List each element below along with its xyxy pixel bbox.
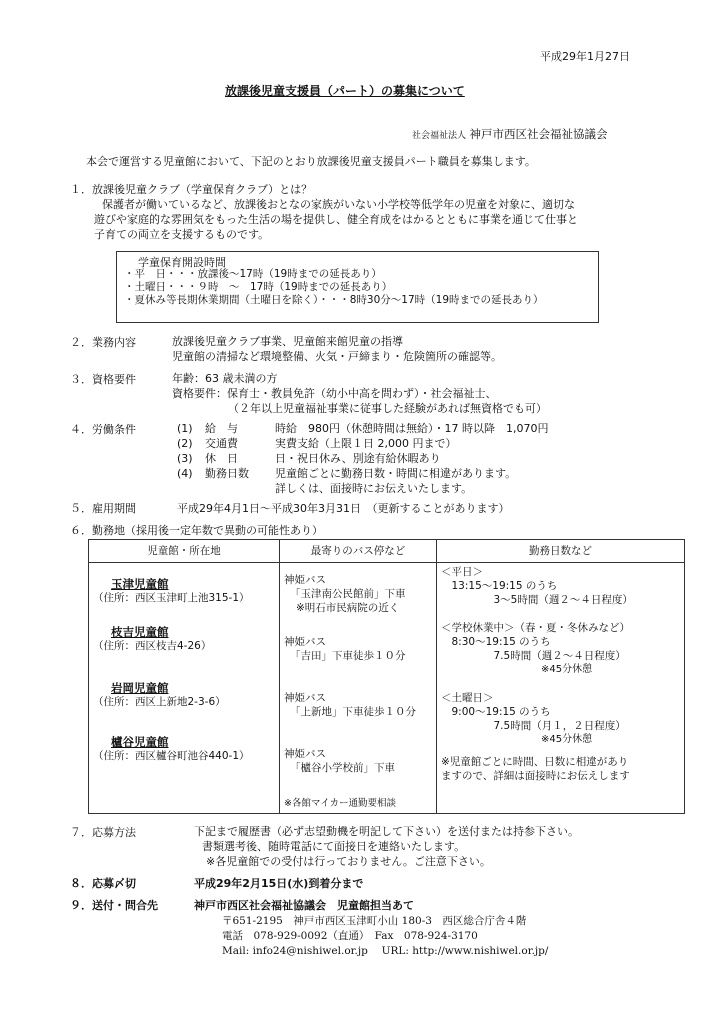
days-line xyxy=(441,607,680,621)
organization xyxy=(412,126,608,142)
header-days: 勤務日数など xyxy=(437,540,685,563)
apply-line: ※各児童館での受付は行っておりません。ご注意下さい。 xyxy=(206,855,491,868)
table-header-row xyxy=(89,540,685,563)
hall-name-tamatsu: 玉津児童館 xyxy=(111,577,169,591)
days-line: 9:00～19:15 のうち xyxy=(441,706,551,718)
section-2-heading: ２．業務内容 xyxy=(70,336,136,349)
hall-address: （住所：西区櫨谷町池谷440-1） xyxy=(93,750,250,762)
section-2-body xyxy=(172,334,502,364)
qualification-requirement: 資格要件：保育士・教員免許（幼小中高を問わず）・社会福祉士、 xyxy=(172,387,497,400)
organization-prefix: 社会福祉法人 xyxy=(412,131,467,141)
bus-stop: 「吉田」下車徒歩１０分 xyxy=(290,650,406,662)
days-line: ますので、詳細は面接時にお伝えします xyxy=(441,770,630,782)
bus-stop: 「櫨谷小学校前」下車 xyxy=(290,762,395,774)
document-date: 平成29年1月27日 xyxy=(540,50,630,63)
hall-name-iwaoka: 岩岡児童館 xyxy=(111,681,169,695)
hall-name-hasetani: 櫨谷児童館 xyxy=(111,735,169,749)
section-7-heading: ７．応募方法 xyxy=(70,826,136,839)
section-3-heading: ３．資格要件 xyxy=(70,373,136,386)
condition-number: (4) xyxy=(177,467,193,480)
condition-text: 日・祝日休み、別途有給休暇あり xyxy=(275,452,441,465)
hall-address: （住所：西区玉津町上池315-1） xyxy=(93,592,250,604)
condition-row xyxy=(177,436,548,451)
duty-line: 児童館の清掃など環境整備、火気・戸締まり・危険箇所の確認等。 xyxy=(172,350,502,363)
bus-stop: 「上新地」下車徒歩１０分 xyxy=(290,706,416,718)
section-4-heading: ４．労働条件 xyxy=(70,423,136,436)
days-line: 7.5時間（月１，２日程度） xyxy=(441,720,626,732)
bus-company: 神姫バス xyxy=(284,748,326,760)
condition-text: 時給 980円（休憩時間は無給）・17 時以降 1,070円 xyxy=(275,422,549,435)
condition-label: 給 与 xyxy=(205,422,238,435)
bus-company: 神姫バス xyxy=(284,636,326,648)
hours-holiday: ・夏休み等長期休業期間（土曜日を除く）・・・8時30分～17時（19時までの延長あり） xyxy=(124,294,544,306)
contact-address: 〒651-2195 神戸市西区玉津町小山 180-3 西区総合庁舎４階 xyxy=(222,915,527,927)
days-line: ＜平日＞ xyxy=(441,566,483,578)
days-line: ※45分休憩 xyxy=(441,734,593,745)
section-1-line: 遊びや家庭的な雰囲気をもった生活の場を提供し、健全育成をはかるとともに事業を通じて仕事と xyxy=(94,213,578,226)
employment-period: 平成29年4月1日～平成30年3月31日 （更新することがあります） xyxy=(177,502,510,515)
header-hall: 児童館・所在地 xyxy=(89,540,280,563)
condition-number: (2) xyxy=(177,437,193,450)
bus-note: ※明石市民病院の近く xyxy=(296,602,400,614)
contact-phone: 電話 078-929-0092（直通） Fax 078-924-3170 xyxy=(222,930,478,942)
section-5-heading: ５．雇用期間 xyxy=(70,502,136,515)
bus-cell xyxy=(280,563,437,814)
intro-text: 本会で運営する児童館において、下記のとおり放課後児童支援員パート職員を募集します。 xyxy=(86,155,536,168)
condition-text: 児童館ごとに勤務日数・時間に相違があります。 xyxy=(275,467,517,480)
apply-line: 書類選考後、随時電話にて面接日を連絡いたします。 xyxy=(202,840,466,853)
section-9-heading: ９．送付・問合先 xyxy=(70,899,158,912)
workplace-table xyxy=(88,539,685,814)
age-requirement: 年齢：63 歳未満の方 xyxy=(172,372,278,385)
bus-stop: 「玉津南公民館前」下車 xyxy=(290,588,406,600)
contact-details xyxy=(222,914,548,959)
days-line: 3～5時間（週２～４日程度） xyxy=(441,594,633,606)
condition-label: 休 日 xyxy=(205,452,238,465)
section-1-line: 保護者が働いているなど、放課後おとなの家族がいない小学校等低学年の児童を対象に、適切な xyxy=(102,198,575,211)
application-deadline: 平成29年2月15日(水)到着分まで xyxy=(194,877,364,890)
header-bus: 最寄りのバス停など xyxy=(280,540,437,563)
section-1-line: 子育ての両立を支援するものです。 xyxy=(94,228,270,241)
section-1-body xyxy=(94,197,578,242)
condition-number: (1) xyxy=(177,422,193,435)
contact-mail: Mail: info24@nishiwel.or.jp URL: http://www.nishiwel.or.jp/ xyxy=(222,945,549,957)
page-title: 放課後児童支援員（パート）の募集について xyxy=(225,84,465,98)
hall-address: （住所：西区上新地2-3-6） xyxy=(93,696,226,708)
condition-row xyxy=(177,451,548,466)
parking-note: ※各館マイカー通勤要相談 xyxy=(284,798,396,809)
organization-name: 神戸市西区社会福祉協議会 xyxy=(469,127,608,141)
duty-line: 放課後児童クラブ事業、児童館来館児童の指導 xyxy=(172,335,403,348)
qualification-note: （２年以上児童福祉事業に従事した経験があれば無資格でも可） xyxy=(228,402,547,415)
hours-box-title: 学童保育開設時間 xyxy=(138,256,226,269)
days-line: ※45分休憩 xyxy=(441,664,593,675)
hours-weekday: ・平 日・・・放課後～17時（19時までの延長あり） xyxy=(124,268,382,280)
condition-text: 実費支給（上限１日 2,000 円まで） xyxy=(275,437,457,450)
section-6-heading: ６．勤務地（採用後一定年数で異動の可能性あり） xyxy=(70,524,323,537)
section-3-body xyxy=(172,371,547,416)
condition-extra: 詳しくは、面接時にお伝えいたします。 xyxy=(275,482,473,495)
condition-number: (3) xyxy=(177,452,193,465)
contact-organization: 神戸市西区社会福祉協議会 児童館担当あて xyxy=(194,899,414,912)
conditions-list xyxy=(177,421,548,496)
hall-cell xyxy=(89,563,280,814)
days-cell xyxy=(437,563,685,814)
hall-name-edayoshi: 枝吉児童館 xyxy=(111,625,169,639)
hours-saturday: ・土曜日・・・９時 ～ 17時（19時までの延長あり） xyxy=(124,281,393,293)
section-7-body xyxy=(194,824,579,869)
section-1-heading: １．放課後児童クラブ（学童保育クラブ）とは？ xyxy=(70,183,313,196)
section-8-heading: ８．応募〆切 xyxy=(70,877,136,890)
days-line: 13:15～19:15 のうち xyxy=(441,580,558,592)
condition-label: 交通費 xyxy=(205,437,238,450)
days-line: 7.5時間（週２～４日程度） xyxy=(441,650,626,662)
hours-list xyxy=(124,268,544,307)
condition-row xyxy=(177,466,548,481)
table-row xyxy=(89,563,685,814)
bus-company: 神姫バス xyxy=(284,692,326,704)
condition-label: 勤務日数 xyxy=(205,467,249,480)
days-line xyxy=(441,747,680,755)
days-line: ＜土曜日＞ xyxy=(441,692,494,704)
days-line: ＜学校休業中＞（春・夏・冬休みなど） xyxy=(441,622,630,634)
days-line: ※児童館ごとに時間、日数に相違があり xyxy=(441,756,629,768)
days-line: 8:30～19:15 のうち xyxy=(441,636,551,648)
apply-line: 下記まで履歴書（必ず志望動機を明記して下さい）を送付または持参下さい。 xyxy=(194,825,579,838)
condition-row xyxy=(177,421,548,436)
hall-address: （住所：西区枝吉4-26） xyxy=(93,640,212,652)
bus-company: 神姫バス xyxy=(284,574,326,586)
days-line xyxy=(441,677,680,691)
